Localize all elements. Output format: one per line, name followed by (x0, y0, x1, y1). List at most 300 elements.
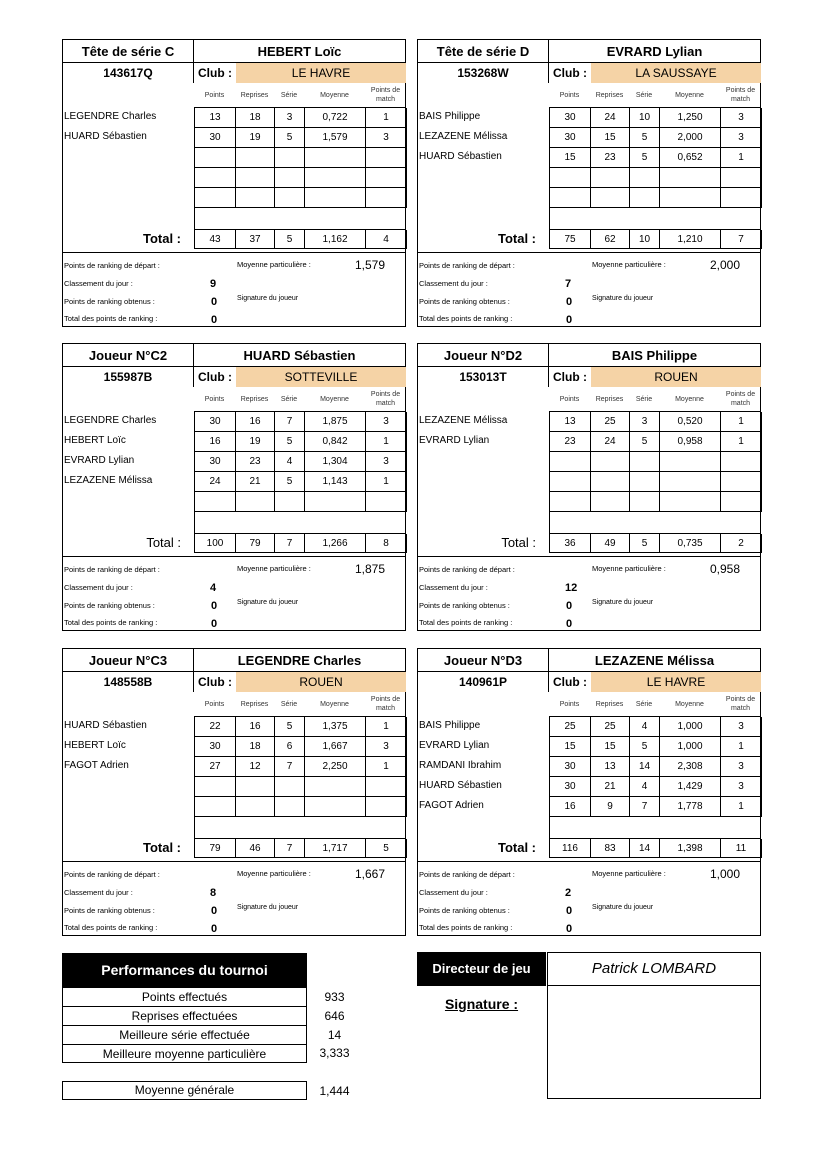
result-cell[interactable]: 0,842 (305, 432, 366, 452)
total-cell: 43 (195, 230, 236, 249)
player-name: BAIS Philippe (549, 344, 760, 367)
column-header: Moyenne (675, 91, 704, 99)
result-cell[interactable]: 21 (591, 777, 630, 797)
result-cell[interactable]: 18 (236, 108, 275, 128)
result-cell[interactable]: 1 (366, 717, 407, 737)
result-cell[interactable]: 0,958 (660, 432, 721, 452)
total-cell: 7 (275, 534, 305, 553)
column-header: Série (635, 395, 653, 403)
result-cell[interactable] (550, 492, 591, 512)
result-cell[interactable]: 23 (550, 432, 591, 452)
result-row (195, 168, 407, 188)
opponent-name (64, 776, 194, 796)
result-cell[interactable] (550, 472, 591, 492)
club-name: SOTTEVILLE (236, 367, 406, 387)
result-cell[interactable] (275, 492, 305, 512)
result-cell[interactable]: 24 (591, 432, 630, 452)
total-label: Total : (142, 231, 181, 246)
total-cell: 11 (721, 839, 762, 858)
result-cell[interactable] (305, 492, 366, 512)
opponent-name (64, 187, 194, 207)
result-cell[interactable] (591, 472, 630, 492)
club-name: LA SAUSSAYE (591, 63, 761, 83)
opponent-name: LEZAZENE Mélissa (419, 415, 508, 426)
result-cell[interactable] (550, 188, 591, 208)
result-cell[interactable]: 3 (721, 108, 762, 128)
result-cell[interactable]: 22 (195, 717, 236, 737)
total-cell: 2 (721, 534, 762, 553)
result-cell[interactable]: 5 (630, 737, 660, 757)
result-cell[interactable]: 1,579 (305, 128, 366, 148)
result-cell[interactable] (550, 452, 591, 472)
total-row (549, 229, 761, 249)
opponent-name: EVRARD Lylian (419, 740, 490, 751)
result-cell[interactable]: 7 (630, 797, 660, 817)
total-cell: 79 (195, 839, 236, 858)
result-cell[interactable] (660, 168, 721, 188)
result-cell[interactable]: 4 (630, 717, 660, 737)
result-cell[interactable]: 30 (550, 757, 591, 777)
column-header: Série (635, 91, 653, 99)
result-cell[interactable]: 1,667 (305, 737, 366, 757)
result-row (550, 737, 762, 757)
result-cell[interactable]: 4 (275, 452, 305, 472)
result-row (195, 188, 407, 208)
column-header: Moyenne (320, 91, 349, 99)
club-label: Club : (198, 675, 232, 689)
pts-depart-label: Points de ranking de départ : (64, 565, 160, 574)
result-cell[interactable]: 5 (630, 128, 660, 148)
total-pts-value: 0 (566, 923, 573, 935)
perf-value: 646 (324, 1009, 345, 1023)
result-cell[interactable]: 1 (366, 108, 407, 128)
opponent-name: RAMDANI Ibrahim (419, 760, 502, 771)
result-cell[interactable] (275, 777, 305, 797)
result-cell[interactable] (305, 168, 366, 188)
total-row (194, 229, 406, 249)
club-name: ROUEN (236, 672, 406, 692)
result-row (195, 757, 407, 777)
result-cell[interactable] (236, 492, 275, 512)
result-cell[interactable]: 1 (721, 432, 762, 452)
opponent-name (64, 147, 194, 167)
moyenne-generale-value: 1,444 (319, 1084, 350, 1098)
panel-title: Tête de série C (63, 40, 194, 63)
result-cell[interactable]: 0,520 (660, 412, 721, 432)
result-cell[interactable]: 21 (236, 472, 275, 492)
performances-title: Performances du tournoi (62, 953, 307, 987)
club-label: Club : (553, 370, 587, 384)
result-row (550, 128, 762, 148)
result-row (550, 757, 762, 777)
result-cell[interactable]: 30 (195, 128, 236, 148)
column-header: Points de match (370, 696, 401, 712)
result-cell[interactable]: 5 (275, 128, 305, 148)
result-cell[interactable] (721, 472, 762, 492)
result-cell[interactable] (366, 777, 407, 797)
result-cell[interactable]: 1 (366, 472, 407, 492)
club-name: ROUEN (591, 367, 761, 387)
classement-label: Classement du jour : (64, 279, 133, 288)
result-row (195, 148, 407, 168)
opponent-name: EVRARD Lylian (419, 435, 490, 446)
result-cell[interactable]: 3 (721, 757, 762, 777)
moyenne-part-value: 1,000 (709, 867, 740, 881)
result-cell[interactable]: 1,143 (305, 472, 366, 492)
total-cell: 116 (550, 839, 591, 858)
result-row (550, 148, 762, 168)
result-cell[interactable]: 19 (236, 432, 275, 452)
result-cell[interactable]: 1 (721, 797, 762, 817)
result-row (550, 717, 762, 737)
result-cell[interactable]: 0,722 (305, 108, 366, 128)
result-cell[interactable]: 4 (630, 777, 660, 797)
spacer-row (549, 208, 761, 229)
result-row (195, 797, 407, 817)
perf-row-label: Reprises effectuées (63, 1007, 306, 1026)
total-pts-label: Total des points de ranking : (64, 314, 158, 323)
spacer-row (549, 512, 761, 533)
pts-depart-label: Points de ranking de départ : (419, 870, 515, 879)
perf-value: 3,333 (319, 1046, 350, 1060)
player-name: EVRARD Lylian (549, 40, 760, 63)
result-cell[interactable] (630, 472, 660, 492)
result-cell[interactable] (236, 777, 275, 797)
result-row (195, 777, 407, 797)
result-cell[interactable]: 7 (275, 757, 305, 777)
result-cell[interactable]: 15 (550, 148, 591, 168)
license-number: 143617Q (63, 63, 194, 83)
total-cell: 10 (630, 230, 660, 249)
result-cell[interactable] (305, 148, 366, 168)
result-cell[interactable] (275, 188, 305, 208)
result-cell[interactable] (721, 452, 762, 472)
classement-label: Classement du jour : (419, 888, 488, 897)
total-cell: 5 (275, 230, 305, 249)
moyenne-generale-label: Moyenne générale (62, 1081, 307, 1100)
result-cell[interactable]: 30 (195, 452, 236, 472)
column-header: Points de match (370, 391, 401, 407)
result-cell[interactable] (721, 188, 762, 208)
player-name: LEGENDRE Charles (194, 649, 405, 672)
result-cell[interactable]: 23 (591, 148, 630, 168)
opponent-name: LEGENDRE Charles (64, 415, 157, 426)
opponent-name: HEBERT Loïc (64, 435, 126, 446)
result-cell[interactable]: 1,304 (305, 452, 366, 472)
result-cell[interactable] (630, 188, 660, 208)
result-cell[interactable]: 3 (366, 452, 407, 472)
result-cell[interactable]: 2,308 (660, 757, 721, 777)
result-cell[interactable] (660, 188, 721, 208)
result-cell[interactable]: 2,250 (305, 757, 366, 777)
player-panel (62, 343, 406, 631)
pts-obtenus-value: 0 (211, 600, 218, 612)
pts-obtenus-label: Points de ranking obtenus : (419, 297, 510, 306)
result-cell[interactable] (591, 188, 630, 208)
moyenne-part-label: Moyenne particulière : (592, 260, 666, 269)
opponent-name: EVRARD Lylian (64, 455, 135, 466)
result-cell[interactable]: 1,000 (660, 717, 721, 737)
result-cell[interactable]: 10 (630, 108, 660, 128)
result-cell[interactable]: 27 (195, 757, 236, 777)
result-cell[interactable] (195, 168, 236, 188)
result-row (195, 472, 407, 492)
pts-obtenus-value: 0 (211, 296, 218, 308)
result-cell[interactable] (721, 492, 762, 512)
moyenne-part-value: 1,875 (354, 562, 385, 576)
total-cell: 79 (236, 534, 275, 553)
total-label: Total : (146, 535, 181, 550)
result-cell[interactable]: 6 (275, 737, 305, 757)
result-cell[interactable] (236, 188, 275, 208)
result-cell[interactable]: 2,000 (660, 128, 721, 148)
results-grid (194, 107, 406, 208)
result-cell[interactable]: 3 (275, 108, 305, 128)
result-cell[interactable]: 16 (236, 717, 275, 737)
result-cell[interactable] (236, 148, 275, 168)
result-row (550, 797, 762, 817)
result-cell[interactable]: 16 (236, 412, 275, 432)
result-cell[interactable]: 3 (721, 128, 762, 148)
result-cell[interactable]: 30 (195, 737, 236, 757)
opponent-name (419, 451, 549, 471)
pts-obtenus-value: 0 (566, 905, 573, 917)
column-header: Série (280, 395, 298, 403)
result-cell[interactable]: 24 (591, 108, 630, 128)
pts-depart-label: Points de ranking de départ : (64, 870, 160, 879)
opponent-name: HUARD Sébastien (64, 131, 147, 142)
result-row (195, 108, 407, 128)
result-cell[interactable] (630, 452, 660, 472)
classement-label: Classement du jour : (419, 583, 488, 592)
classement-value: 4 (210, 582, 217, 594)
result-cell[interactable]: 18 (236, 737, 275, 757)
result-cell[interactable]: 30 (195, 412, 236, 432)
result-cell[interactable]: 30 (550, 128, 591, 148)
result-cell[interactable]: 1 (721, 737, 762, 757)
result-cell[interactable] (195, 148, 236, 168)
result-cell[interactable]: 1,875 (305, 412, 366, 432)
pts-obtenus-label: Points de ranking obtenus : (64, 601, 155, 610)
column-header: Points (559, 91, 580, 99)
signature-joueur-label: Signature du joueur (592, 904, 654, 911)
license-number: 155987B (63, 367, 194, 387)
player-panel (62, 648, 406, 936)
pts-obtenus-label: Points de ranking obtenus : (64, 297, 155, 306)
result-cell[interactable]: 9 (591, 797, 630, 817)
result-cell[interactable]: 0,652 (660, 148, 721, 168)
result-cell[interactable]: 25 (591, 412, 630, 432)
result-cell[interactable] (236, 797, 275, 817)
total-cell: 1,162 (305, 230, 366, 249)
license-number: 140961P (418, 672, 549, 692)
result-cell[interactable]: 5 (275, 717, 305, 737)
opponent-name: HUARD Sébastien (64, 720, 147, 731)
result-cell[interactable]: 13 (591, 757, 630, 777)
directeur-title: Directeur de jeu (417, 952, 546, 986)
column-header: Points de match (725, 87, 756, 103)
opponent-name: BAIS Philippe (419, 720, 481, 731)
result-cell[interactable]: 1 (721, 148, 762, 168)
club-label: Club : (198, 370, 232, 384)
signature-joueur-label: Signature du joueur (237, 599, 299, 606)
signature-box[interactable] (547, 986, 761, 1099)
result-cell[interactable] (660, 472, 721, 492)
result-cell[interactable] (660, 452, 721, 472)
result-cell[interactable]: 5 (275, 432, 305, 452)
result-cell[interactable]: 23 (236, 452, 275, 472)
result-cell[interactable] (275, 797, 305, 817)
signature-joueur-label: Signature du joueur (237, 904, 299, 911)
result-cell[interactable] (721, 168, 762, 188)
license-number: 153268W (418, 63, 549, 83)
total-cell: 49 (591, 534, 630, 553)
signature-joueur-label: Signature du joueur (237, 295, 299, 302)
classement-value: 7 (565, 278, 572, 290)
result-cell[interactable] (195, 777, 236, 797)
result-cell[interactable] (366, 797, 407, 817)
result-row (195, 412, 407, 432)
result-cell[interactable] (275, 168, 305, 188)
result-cell[interactable]: 5 (275, 472, 305, 492)
result-cell[interactable]: 1 (366, 432, 407, 452)
result-cell[interactable] (591, 492, 630, 512)
result-cell[interactable]: 14 (630, 757, 660, 777)
total-cell: 7 (275, 839, 305, 858)
result-cell[interactable]: 1,375 (305, 717, 366, 737)
result-cell[interactable]: 30 (550, 108, 591, 128)
result-cell[interactable] (195, 492, 236, 512)
result-cell[interactable]: 24 (195, 472, 236, 492)
moyenne-part-label: Moyenne particulière : (237, 869, 311, 878)
total-cell: 75 (550, 230, 591, 249)
total-cell: 14 (630, 839, 660, 858)
signature-joueur-label: Signature du joueur (592, 599, 654, 606)
total-pts-value: 0 (211, 314, 218, 326)
total-row (549, 533, 761, 553)
perf-row-label: Meilleure moyenne particulière (102, 1047, 267, 1061)
column-header: Moyenne (320, 700, 349, 708)
result-cell[interactable]: 12 (236, 757, 275, 777)
result-cell[interactable] (366, 148, 407, 168)
opponent-name: BAIS Philippe (419, 111, 481, 122)
perf-value: 933 (324, 990, 345, 1004)
panel-title: Joueur N°C2 (63, 344, 194, 367)
result-cell[interactable]: 15 (550, 737, 591, 757)
result-cell[interactable]: 3 (366, 737, 407, 757)
result-cell[interactable]: 25 (550, 717, 591, 737)
opponent-name: HUARD Sébastien (419, 151, 502, 162)
result-cell[interactable]: 3 (630, 412, 660, 432)
spacer-row (194, 817, 406, 838)
result-cell[interactable] (591, 168, 630, 188)
moyenne-part-value: 1,579 (354, 258, 385, 272)
result-cell[interactable]: 3 (721, 777, 762, 797)
classement-label: Classement du jour : (419, 279, 488, 288)
result-cell[interactable] (305, 188, 366, 208)
result-cell[interactable] (630, 168, 660, 188)
result-cell[interactable] (195, 188, 236, 208)
column-header: Points de match (370, 87, 401, 103)
result-row (550, 472, 762, 492)
classement-label: Classement du jour : (64, 583, 133, 592)
result-cell[interactable]: 15 (591, 737, 630, 757)
result-cell[interactable] (366, 168, 407, 188)
performances-table (62, 987, 307, 1063)
result-row (195, 452, 407, 472)
spacer-row (194, 208, 406, 229)
result-cell[interactable]: 19 (236, 128, 275, 148)
column-header: Points de match (725, 391, 756, 407)
result-cell[interactable] (660, 492, 721, 512)
result-cell[interactable]: 25 (591, 717, 630, 737)
total-cell: 4 (366, 230, 407, 249)
pts-obtenus-label: Points de ranking obtenus : (419, 906, 510, 915)
result-cell[interactable]: 13 (550, 412, 591, 432)
result-row (550, 492, 762, 512)
result-cell[interactable]: 7 (275, 412, 305, 432)
panel-title: Tête de série D (418, 40, 549, 63)
directeur-section (417, 952, 762, 1099)
player-panel (62, 39, 406, 327)
result-cell[interactable]: 1,778 (660, 797, 721, 817)
result-cell[interactable]: 16 (550, 797, 591, 817)
classement-label: Classement du jour : (64, 888, 133, 897)
column-header: Points (559, 700, 580, 708)
result-cell[interactable]: 15 (591, 128, 630, 148)
result-cell[interactable] (366, 492, 407, 512)
result-cell[interactable] (275, 148, 305, 168)
result-cell[interactable] (305, 777, 366, 797)
total-cell: 37 (236, 230, 275, 249)
total-pts-value: 0 (211, 923, 218, 935)
result-cell[interactable]: 1 (721, 412, 762, 432)
result-cell[interactable] (236, 168, 275, 188)
column-header: Points (204, 700, 225, 708)
result-cell[interactable]: 16 (195, 432, 236, 452)
result-cell[interactable]: 30 (550, 777, 591, 797)
result-cell[interactable]: 13 (195, 108, 236, 128)
result-cell[interactable] (366, 188, 407, 208)
result-cell[interactable]: 1 (366, 757, 407, 777)
moyenne-part-label: Moyenne particulière : (592, 869, 666, 878)
result-cell[interactable]: 5 (630, 432, 660, 452)
opponent-name: LEZAZENE Mélissa (419, 131, 508, 142)
result-cell[interactable] (550, 168, 591, 188)
result-cell[interactable] (630, 492, 660, 512)
result-row (195, 432, 407, 452)
column-header: Reprises (595, 700, 624, 708)
result-row (195, 717, 407, 737)
column-header: Reprises (240, 395, 269, 403)
result-cell[interactable]: 1,250 (660, 108, 721, 128)
result-cell[interactable] (305, 797, 366, 817)
result-cell[interactable]: 3 (721, 717, 762, 737)
club-label: Club : (553, 675, 587, 689)
result-cell[interactable]: 3 (366, 128, 407, 148)
pts-obtenus-value: 0 (566, 296, 573, 308)
result-cell[interactable]: 1,429 (660, 777, 721, 797)
result-cell[interactable]: 5 (630, 148, 660, 168)
panel-title: Joueur N°D2 (418, 344, 549, 367)
result-cell[interactable] (195, 797, 236, 817)
column-header: Points (204, 91, 225, 99)
result-cell[interactable]: 1,000 (660, 737, 721, 757)
column-header: Moyenne (675, 395, 704, 403)
result-cell[interactable] (591, 452, 630, 472)
results-grid (194, 716, 406, 817)
result-cell[interactable]: 3 (366, 412, 407, 432)
